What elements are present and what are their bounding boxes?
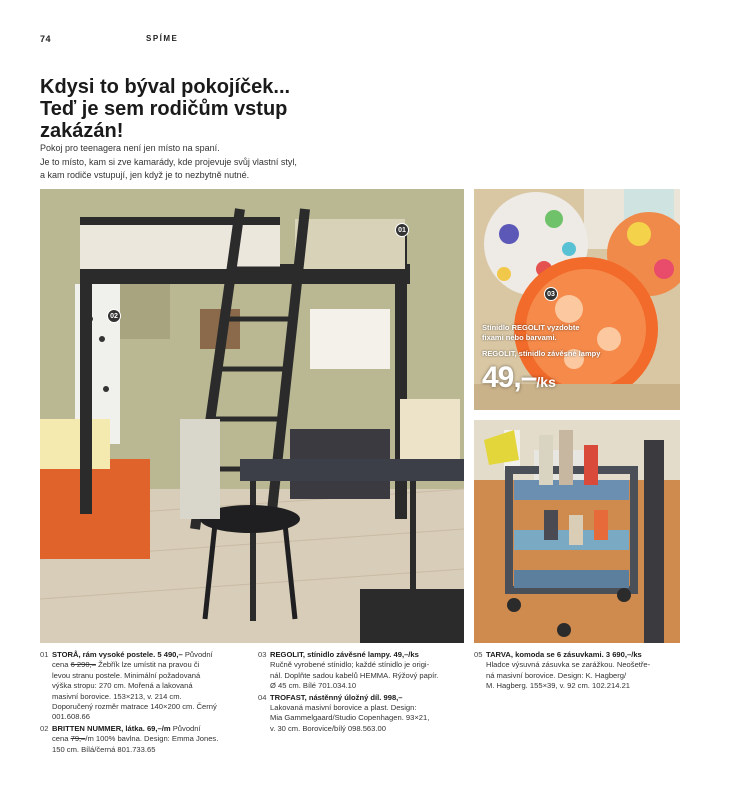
item-text: nál. Doplňte sadou kabelů HEMMA. Rýžový papír.	[270, 670, 439, 680]
item-old-label: Původní	[184, 650, 213, 659]
old-price-prefix: cena	[52, 734, 69, 744]
item-title: REGOLIT, stínidlo závěsné lampy.	[270, 650, 392, 659]
item-text: Mia Gammelgaard/Studio Copenhagen. 93×21,	[270, 713, 430, 723]
product-column-1	[40, 650, 252, 756]
price-value: 49,–	[482, 361, 537, 394]
intro-line: Je to místo, kam si zve kamarády, kde projevuje svůj vlastní styl,	[40, 156, 297, 167]
lamp-photo	[474, 189, 680, 410]
old-price-prefix: cena	[52, 660, 69, 670]
item-title: TROFAST, nástěnný úložný díl.	[270, 692, 382, 702]
item-text: Doporučený rozměr matrace 140×200 cm. Černý	[52, 702, 217, 712]
item-price: 998,–	[383, 692, 403, 702]
item-price: 49,–/ks	[393, 650, 419, 659]
trolley-photo	[474, 420, 680, 643]
headline-line: Teď je sem rodičům vstup	[40, 98, 288, 120]
marker-03: 03	[544, 287, 558, 301]
item-number: 05	[474, 650, 483, 659]
marker-01: 01	[395, 223, 409, 237]
lamp-caption-line: fixami nebo barvami.	[482, 333, 557, 342]
product-item-trofast	[258, 693, 468, 735]
item-number: 03	[258, 650, 267, 659]
loft-bed-photo	[40, 189, 464, 643]
marker-02: 02	[107, 309, 121, 323]
item-price: 5 490,–	[157, 650, 183, 659]
old-price: 79,–	[70, 734, 86, 744]
price-tag	[482, 361, 556, 395]
item-text: /m 100% bavlna. Design: Emma Jones.	[85, 734, 219, 744]
item-text: levou stranu postele. Minimální požadovaná	[52, 670, 201, 680]
headline-line: Kdysi to býval pokojíček...	[40, 76, 291, 98]
loft-bed-illustration	[40, 189, 464, 643]
old-price: 6 290,–	[70, 660, 96, 670]
product-item-tarva	[474, 650, 688, 692]
item-text: ná masivní borovice. Design: K. Hagberg/	[486, 670, 627, 680]
item-text: Ručně vyrobené stínidlo; každé stínidlo je origi-	[270, 660, 430, 670]
item-title: STORÅ, rám vysoké postele.	[52, 650, 156, 659]
product-item-regolit	[258, 650, 468, 692]
lamp-caption-line: Stínidlo REGOLIT vyzdobte	[482, 323, 580, 332]
item-price: 3 690,–/ks	[605, 650, 642, 659]
page-number: 74	[40, 34, 52, 44]
item-text: Lakovaná masivní borovice a plast. Design:	[270, 703, 417, 713]
item-text: 150 cm. Bílá/černá 801.733.65	[52, 744, 156, 754]
product-item-stora	[40, 650, 252, 723]
product-item-britten-nummer	[40, 724, 252, 755]
intro-line: a kam rodiče vstupují, jen když je to nezbytně nutné.	[40, 170, 250, 180]
item-title: TARVA, komoda se 6 zásuvkami.	[486, 650, 604, 659]
item-text: Ø 45 cm. Bílé 701.034.10	[270, 681, 357, 691]
section-title: SPÍME	[146, 34, 179, 43]
item-number: 02	[40, 723, 49, 733]
price-unit: /ks	[536, 374, 556, 390]
item-text: v. 30 cm. Borovice/bílý 098.563.00	[270, 723, 386, 733]
item-text: masivní borovice. 153×213, v. 214 cm.	[52, 691, 182, 701]
item-text: M. Hagberg. 155×39, v. 92 cm. 102.214.21	[486, 681, 631, 691]
item-price: 69,–/m	[146, 723, 171, 733]
intro-line: Pokoj pro teenagera není jen místo na spaní.	[40, 143, 220, 153]
item-text: Hladce výsuvná zásuvka se zarážkou. Neošetře-	[486, 660, 651, 670]
intro-text	[40, 142, 380, 183]
trolley-illustration	[474, 420, 680, 643]
product-column-3	[474, 650, 688, 693]
headline-line: zakázán!	[40, 120, 124, 142]
item-title: BRITTEN NUMMER, látka.	[52, 723, 145, 733]
lamp-caption-line: REGOLIT, stínidlo závěsné lampy	[482, 349, 601, 358]
item-number: 01	[40, 650, 49, 659]
page-title	[40, 76, 360, 142]
item-number: 04	[258, 692, 267, 702]
product-column-2	[258, 650, 468, 735]
lamp-caption	[482, 323, 600, 359]
item-text: 001.608.66	[52, 712, 91, 722]
item-old-label: Původní	[172, 723, 201, 733]
item-text: výška stropu: 270 cm. Mořená a lakovaná	[52, 681, 193, 691]
item-text: Žebřík lze umístit na pravou či	[98, 660, 200, 670]
